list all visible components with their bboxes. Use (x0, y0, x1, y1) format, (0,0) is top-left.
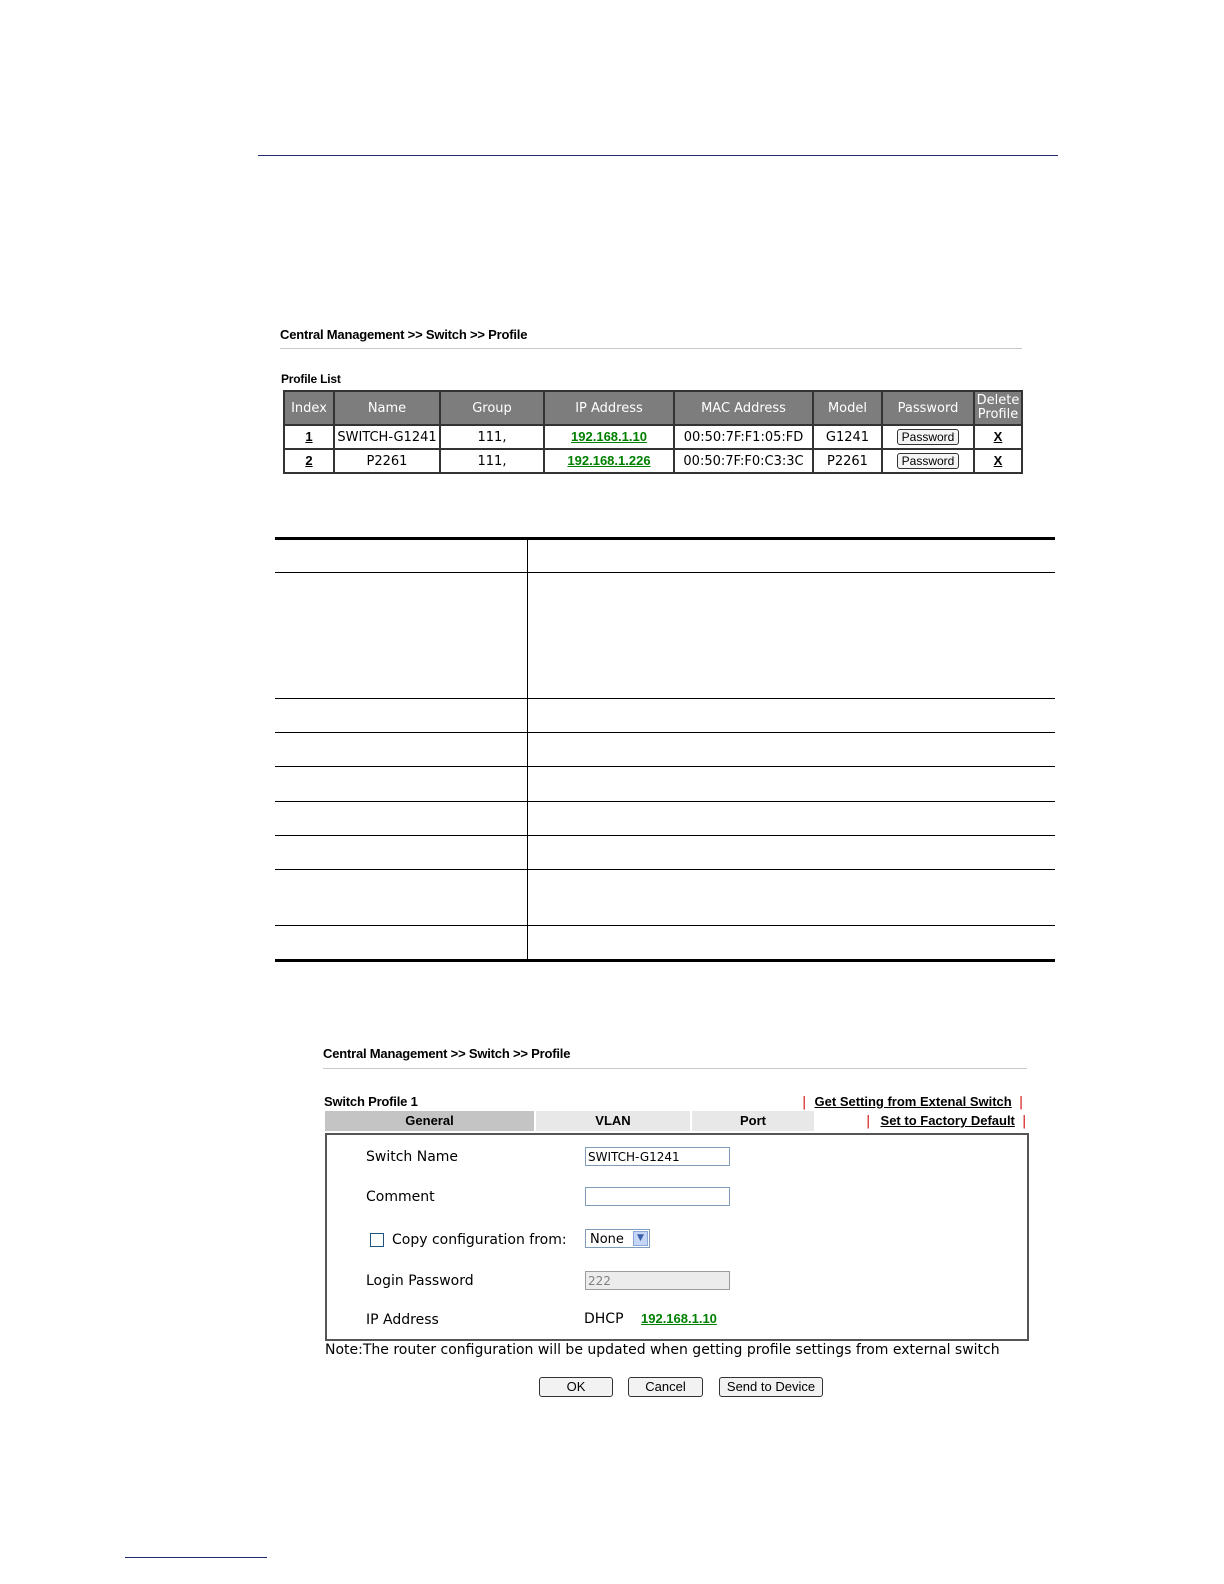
row-password-cell (882, 449, 974, 473)
table-rule (275, 835, 1055, 836)
row-ip-link[interactable]: 192.168.1.10 (571, 429, 647, 444)
table-rule-bottom (275, 959, 1055, 962)
breadcrumb-divider (323, 1068, 1027, 1069)
row-ip-cell (544, 449, 674, 473)
row-delete-cell (974, 425, 1022, 449)
comment-label: Comment (366, 1189, 435, 1205)
separator: | (866, 1114, 871, 1129)
copy-config-checkbox[interactable] (370, 1233, 384, 1247)
row-name: P2261 (334, 449, 440, 473)
col-ip-address: IP Address (544, 391, 674, 425)
separator: | (1022, 1114, 1027, 1129)
link-row-bottom (866, 1113, 1026, 1129)
note-text: Note:The router configuration will be updated when getting profile settings from external switch (325, 1342, 1000, 1358)
col-delete-profile (974, 391, 1022, 425)
separator: | (1018, 1095, 1024, 1110)
ip-address-link[interactable]: 192.168.1.10 (641, 1311, 717, 1326)
switch-name-input[interactable]: SWITCH-G1241 (585, 1147, 730, 1166)
password-button[interactable]: Password (897, 453, 960, 469)
factory-default-link[interactable]: Set to Factory Default (880, 1113, 1015, 1128)
row-delete-cell (974, 449, 1022, 473)
col-delete-line1: Delete (976, 393, 1020, 408)
col-group: Group (440, 391, 544, 425)
tab-general[interactable]: General (325, 1111, 534, 1131)
row-ip-cell (544, 425, 674, 449)
row-index-cell (284, 449, 334, 473)
table-rule (275, 801, 1055, 802)
row-name: SWITCH-G1241 (334, 425, 440, 449)
separator: | (802, 1095, 807, 1110)
table-rule (275, 732, 1055, 733)
table-row (284, 425, 1022, 449)
profile-title: Switch Profile 1 (324, 1094, 418, 1109)
table-rule-top (275, 537, 1055, 540)
link-row-top (802, 1094, 1023, 1110)
general-form (325, 1133, 1029, 1341)
table-header-row (284, 391, 1022, 425)
table-rule (275, 766, 1055, 767)
comment-input[interactable] (585, 1187, 730, 1206)
row-ip-link[interactable]: 192.168.1.226 (567, 453, 651, 468)
row-password-cell (882, 425, 974, 449)
send-to-device-button[interactable]: Send to Device (719, 1377, 823, 1397)
tab-port[interactable]: Port (692, 1111, 814, 1131)
ok-button[interactable]: OK (539, 1377, 613, 1397)
login-password-input: 222 (585, 1271, 730, 1290)
footer-rule (125, 1557, 267, 1558)
cancel-button[interactable]: Cancel (628, 1377, 703, 1397)
table-row (284, 449, 1022, 473)
delete-profile-button[interactable]: X (993, 429, 1003, 444)
row-index-link[interactable]: 2 (305, 453, 313, 468)
delete-profile-button[interactable]: X (993, 453, 1003, 468)
copy-config-select[interactable] (585, 1229, 650, 1248)
row-model: P2261 (813, 449, 882, 473)
login-password-label: Login Password (366, 1273, 474, 1289)
copy-config-label: Copy configuration from: (392, 1232, 567, 1248)
table-column-divider (527, 537, 528, 960)
copy-config-selected: None (590, 1232, 624, 1247)
row-model: G1241 (813, 425, 882, 449)
col-name: Name (334, 391, 440, 425)
table-rule (275, 572, 1055, 573)
section-title: Profile List (281, 372, 341, 386)
tab-vlan[interactable]: VLAN (536, 1111, 690, 1131)
header-rule (258, 155, 1058, 156)
row-mac: 00:50:7F:F1:05:FD (674, 425, 813, 449)
row-index-link[interactable]: 1 (305, 429, 313, 444)
breadcrumb: Central Management >> Switch >> Profile (323, 1046, 571, 1061)
row-mac: 00:50:7F:F0:C3:3C (674, 449, 813, 473)
breadcrumb: Central Management >> Switch >> Profile (280, 327, 528, 342)
profile-list-table (283, 390, 1023, 474)
col-password: Password (882, 391, 974, 425)
table-rule (275, 869, 1055, 870)
chevron-down-icon[interactable]: ▼ (633, 1231, 648, 1246)
col-model: Model (813, 391, 882, 425)
ip-mode: DHCP (584, 1311, 624, 1327)
switch-name-label: Switch Name (366, 1149, 459, 1165)
table-rule (275, 925, 1055, 926)
get-setting-link[interactable]: Get Setting from Extenal Switch (814, 1094, 1012, 1109)
col-index: Index (284, 391, 334, 425)
row-index-cell (284, 425, 334, 449)
col-mac-address: MAC Address (674, 391, 813, 425)
table-rule (275, 698, 1055, 699)
breadcrumb-divider (280, 348, 1022, 349)
row-group: 111, (440, 425, 544, 449)
password-button[interactable]: Password (897, 429, 960, 445)
row-group: 111, (440, 449, 544, 473)
col-delete-line2: Profile (977, 407, 1019, 422)
ip-address-label: IP Address (366, 1312, 439, 1328)
